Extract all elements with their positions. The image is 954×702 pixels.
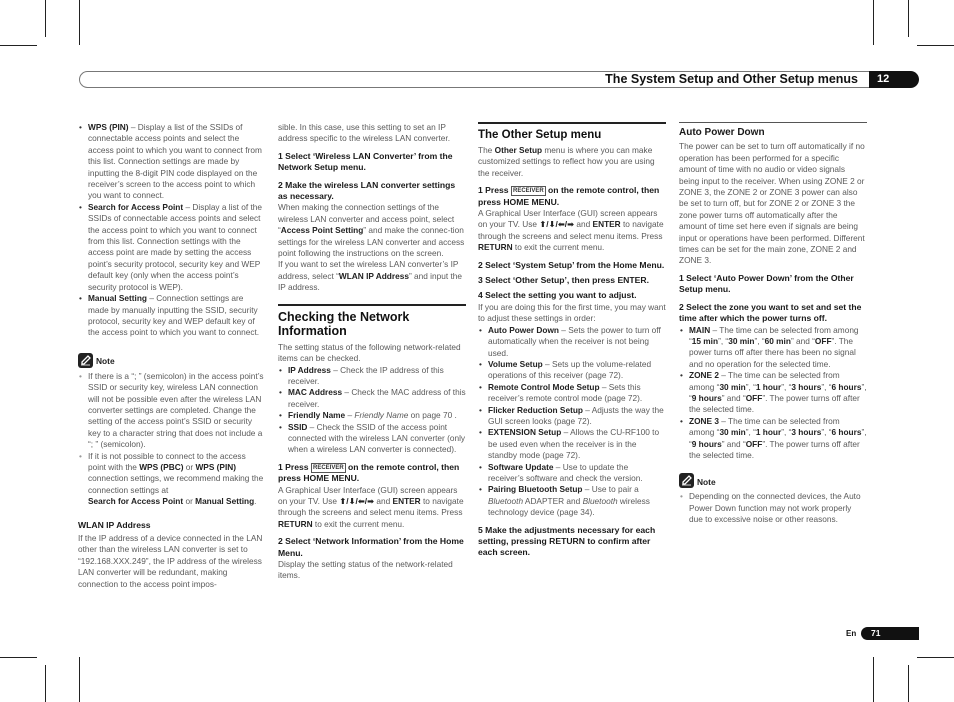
step-heading: 1 Select ‘Wireless LAN Converter’ from the Network Setup menu. [278,150,453,173]
paragraph: The setting status of the following network-related items can be checked. [278,341,461,364]
crop-mark [917,657,954,658]
note-item: • If there is a “; ” (semicolon) in the access point’s SSID or security key, wireless LAN connection will not be possible even after the wireless LAN converter settings are completed. Change the setting of the access point’s SSID or security key to a character string that does not include a “; ” (semicolon). [78,371,266,451]
receiver-key-icon: RECEIVER [512,188,544,195]
step-heading: 2 Select ‘Network Information’ from the Home Menu. [278,536,464,558]
step-heading: 2 Select the zone you want to set and set the time after which the power turns off. [679,301,862,324]
step-heading: 1 Select ‘Auto Power Down’ from the Other Setup menu. [679,272,854,295]
paragraph: Display the setting status of the network-related items. [278,559,453,581]
column-1 [78,122,266,590]
list-item: • Search for Access Point – Display a list of the SSIDs of connectable access points and select the access point to which you want to connect from this list. Connection settings with the access point are made by setting the access point’s security protocol, security key and WEP default key (only when the access point’s security protocol is WEP). [78,202,266,293]
column-3 [478,122,666,559]
receiver-key-icon: RECEIVER [312,464,344,471]
list-item: • Auto Power Down – Sets the power to turn off automatically when the receiver is not being used. [478,325,666,359]
paragraph: A Graphical User Interface (GUI) screen appears on your TV. Use ⬆/⬇/⬅/➡ and ENTER to navigate through the screens and select menu items. Press RETURN to exit the current menu. [278,484,464,529]
column-4 [679,122,867,526]
list-item: • EXTENSION Setup – Allows the CU-RF100 to be used even when the receiver is in the standby mode (page 72). [478,427,666,461]
list-item: • MAIN – The time can be selected from among “15 min”, “30 min”, “60 min” and “OFF”. The power turns off after there has been no signal and no operation for the selected time. [679,325,867,371]
paragraph: sible. In this case, use this setting to set an IP address specific to the wireless LAN converter. [278,122,451,144]
crop-mark [917,45,954,46]
pencil-icon [679,473,694,488]
note-item: • Depending on the connected devices, the Auto Power Down function may not work properly due to excessive noise or other reasons. [679,491,867,525]
step-heading: 1 Press RECEIVER on the remote control, then press HOME MENU. [478,185,660,207]
list-item: • Flicker Reduction Setup – Adjusts the way the GUI screen looks (page 72). [478,405,666,428]
list-item: • Pairing Bluetooth Setup – Use to pair a Bluetooth ADAPTER and Bluetooth wireless technology device (page 34). [478,484,666,518]
crop-mark [79,657,80,702]
list-item: • MAC Address – Check the MAC address of this receiver. [278,387,466,410]
paragraph: When making the connection settings of the wireless LAN converter and access point, select “Access Point Setting” and make the connec-tion settings for the wireless LAN converter and access point following the instructions on the screen. [278,202,465,259]
note-heading: Note [78,353,266,368]
crop-mark [79,0,80,45]
paragraph: A Graphical User Interface (GUI) screen appears on your TV. Use ⬆/⬇/⬅/➡ and ENTER to navigate through the screens and select menu items. Press RETURN to exit the current menu. [478,208,664,253]
crop-mark [908,665,909,702]
list-item: • Software Update – Use to update the receiver’s software and check the version. [478,462,666,485]
step-heading: 5 Make the adjustments necessary for each setting, pressing RETURN to confirm after each screen. [478,524,656,558]
page-number: 71 [861,627,919,640]
crop-mark [873,0,874,45]
section-title: The Other Setup menu [478,129,602,141]
paragraph: If the IP address of a device connected in the LAN other than the wireless LAN converter is set to “192.168.XXX.249”, the IP address of the wireless LAN converter will be redundant, making connection to the access point impos- [78,533,263,589]
column-2 [278,122,466,582]
crop-mark [0,45,37,46]
crop-mark [45,0,46,37]
step-heading: 3 Select ‘Other Setup’, then press ENTER. [478,275,649,286]
list-item: • Manual Setting – Connection settings are made by manually inputting the SSID, security protocol, security key and WEP default key of the access point to which you want to connect. [78,293,266,339]
step-heading: 1 Press RECEIVER on the remote control, then press HOME MENU. [278,461,460,484]
list-item: • Volume Setup – Sets up the volume-related operations of this receiver (page 72). [478,359,666,382]
paragraph: If you want to set the wireless LAN converter’s IP address, select “WLAN IP Address” and input the IP address. [278,259,462,293]
list-item: • WPS (PIN) – Display a list of the SSIDs of connectable access points and select the access point to which you want to connect from this list. Connection settings are made by inputting the 8-digit PIN code displayed on the receiver’s screen to the access point to which you want to connect. [78,122,266,202]
list-item: • Remote Control Mode Setup – Sets this receiver’s remote control mode (page 72). [478,382,666,405]
step-heading: 2 Make the wireless LAN converter settings as necessary. [278,179,456,202]
list-item: • IP Address – Check the IP address of this receiver. [278,365,466,388]
page-title: The System Setup and Other Setup menus [605,72,858,86]
step-heading: 2 Select ‘System Setup’ from the Home Menu. [478,259,665,270]
note-heading: Note [679,473,867,488]
section-rule [278,304,466,306]
language-label: En [846,629,857,638]
subsection-rule [679,122,867,123]
paragraph: The Other Setup menu is where you can make customized settings to reflect how you are using the receiver. [478,145,655,178]
crop-mark [45,665,46,702]
subsection-heading: WLAN IP Address [78,519,151,530]
list-item: • SSID – Check the SSID of the access point connected with the wireless LAN converter (only when a wireless LAN converter is connected). [278,422,466,456]
list-item: • ZONE 3 – The time can be selected from among “30 min”, “1 hour”, “3 hours”, “6 hours”, “9 hours” and “OFF”. The power turns off after the selected time. [679,416,867,462]
paragraph: The power can be set to turn off automatically if no operation has been performed for a specific amount of time with no audio or video signals being input to the receiver. When using ZONE 2 or ZONE 3, the ZONE 2 or ZONE 3 power can also be set to turn off, but for ZONE 2 or ZONE 3 the zone power turns off automatically after the amount of time set here even if signals are being input or operations have been performed. Different times can be set for the main zone, ZONE 2 and ZONE 3. [679,141,865,266]
crop-mark [873,657,874,702]
paragraph: If you are doing this for the first time, you may want to adjust these settings in order: [478,301,666,324]
subsection-heading: Auto Power Down [679,127,765,138]
section-title: Checking the Network Information [278,309,410,338]
chapter-number: 12 [869,71,919,88]
section-rule [478,122,666,124]
crop-mark [0,657,37,658]
step-heading: 4 Select the setting you want to adjust. [478,290,637,301]
list-item: • Friendly Name – Friendly Name on page 70 . [278,410,466,421]
arrow-keys-icon: ⬆/⬇/⬅/➡ [339,495,375,506]
list-item: • ZONE 2 – The time can be selected from among “30 min”, “1 hour”, “3 hours”, “6 hours”, “9 hours” and “OFF”. The power turns off after the selected time. [679,370,867,416]
arrow-keys-icon: ⬆/⬇/⬅/➡ [539,219,575,230]
note-item: • If it is not possible to connect to the access point with the WPS (PBC) or WPS (PIN) connection settings, we recommend making the connection settings at Search for Access Point or Manual Setting. [78,451,266,508]
crop-mark [908,0,909,37]
pencil-icon [78,353,93,368]
